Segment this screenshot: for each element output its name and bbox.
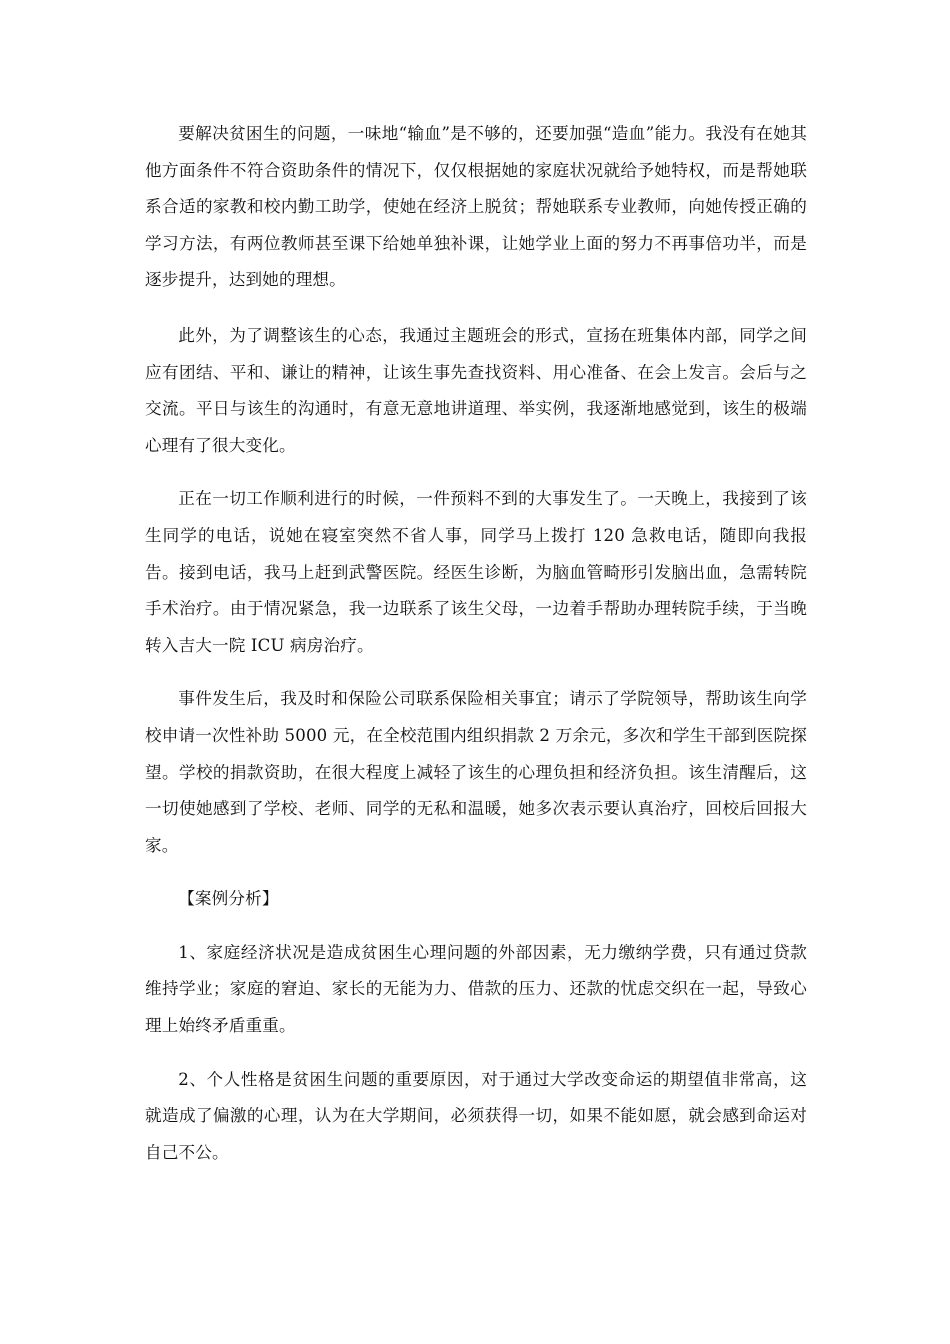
section-heading-case-analysis: 【案例分析】 bbox=[178, 889, 279, 909]
paragraph-aftermath: 事件发生后，我及时和保险公司联系保险相关事宜；请示了学院领导，帮助该生向学校申请一次性补助 5000 元，在全校范围内组织捐款 2 万余元，多次和学生干部到医院探望。学校的捐款资助，在很大程度上减轻了该生的心理负担和经济负担。该生清醒后，这一切使她感到了学校、老师、同学的无私和温暖，她多次表示要认真治疗，回校后回报大家。 bbox=[145, 689, 807, 855]
document-body bbox=[145, 116, 807, 1171]
paragraph-blood-making: 要解决贫困生的问题，一味地“输血”是不够的，还要加强“造血”能力。我没有在她其他方面条件不符合资助条件的情况下，仅仅根据她的家庭状况就给予她特权，而是帮她联系合适的家教和校内勤工助学，使她在经济上脱贫；帮她联系专业教师，向她传授正确的学习方法，有两位教师甚至课下给她单独补课，让她学业上面的努力不再事倍功半，而是逐步提升，达到她的理想。 bbox=[145, 124, 807, 290]
paragraph-class-meeting: 此外，为了调整该生的心态，我通过主题班会的形式，宣扬在班集体内部，同学之间应有团结、平和、谦让的精神，让该生事先查找资料、用心准备、在会上发言。会后与之交流。平日与该生的沟通时，有意无意地讲道理、举实例，我逐渐地感觉到，该生的极端心理有了很大变化。 bbox=[145, 325, 807, 455]
analysis-item-1: 1、家庭经济状况是造成贫困生心理问题的外部因素，无力缴纳学费，只有通过贷款维持学业；家庭的窘迫、家长的无能为力、借款的压力、还款的忧虑交织在一起，导致心理上始终矛盾重重。 bbox=[145, 942, 807, 1036]
paragraph-emergency: 正在一切工作顺利进行的时候，一件预料不到的大事发生了。一天晚上，我接到了该生同学的电话，说她在寝室突然不省人事，同学马上拨打 120 急救电话，随即向我报告。接到电话，我马上赶到武警医院。经医生诊断，为脑血管畸形引发脑出血，急需转院手术治疗。由于情况紧急，我一边联系了该生父母，一边着手帮助办理转院手续，于当晚转入吉大一院 ICU 病房治疗。 bbox=[145, 489, 807, 655]
analysis-item-2: 2、个人性格是贫困生问题的重要原因，对于通过大学改变命运的期望值非常高，这就造成了偏激的心理，认为在大学期间，必须获得一切，如果不能如愿，就会感到命运对自己不公。 bbox=[145, 1069, 807, 1162]
